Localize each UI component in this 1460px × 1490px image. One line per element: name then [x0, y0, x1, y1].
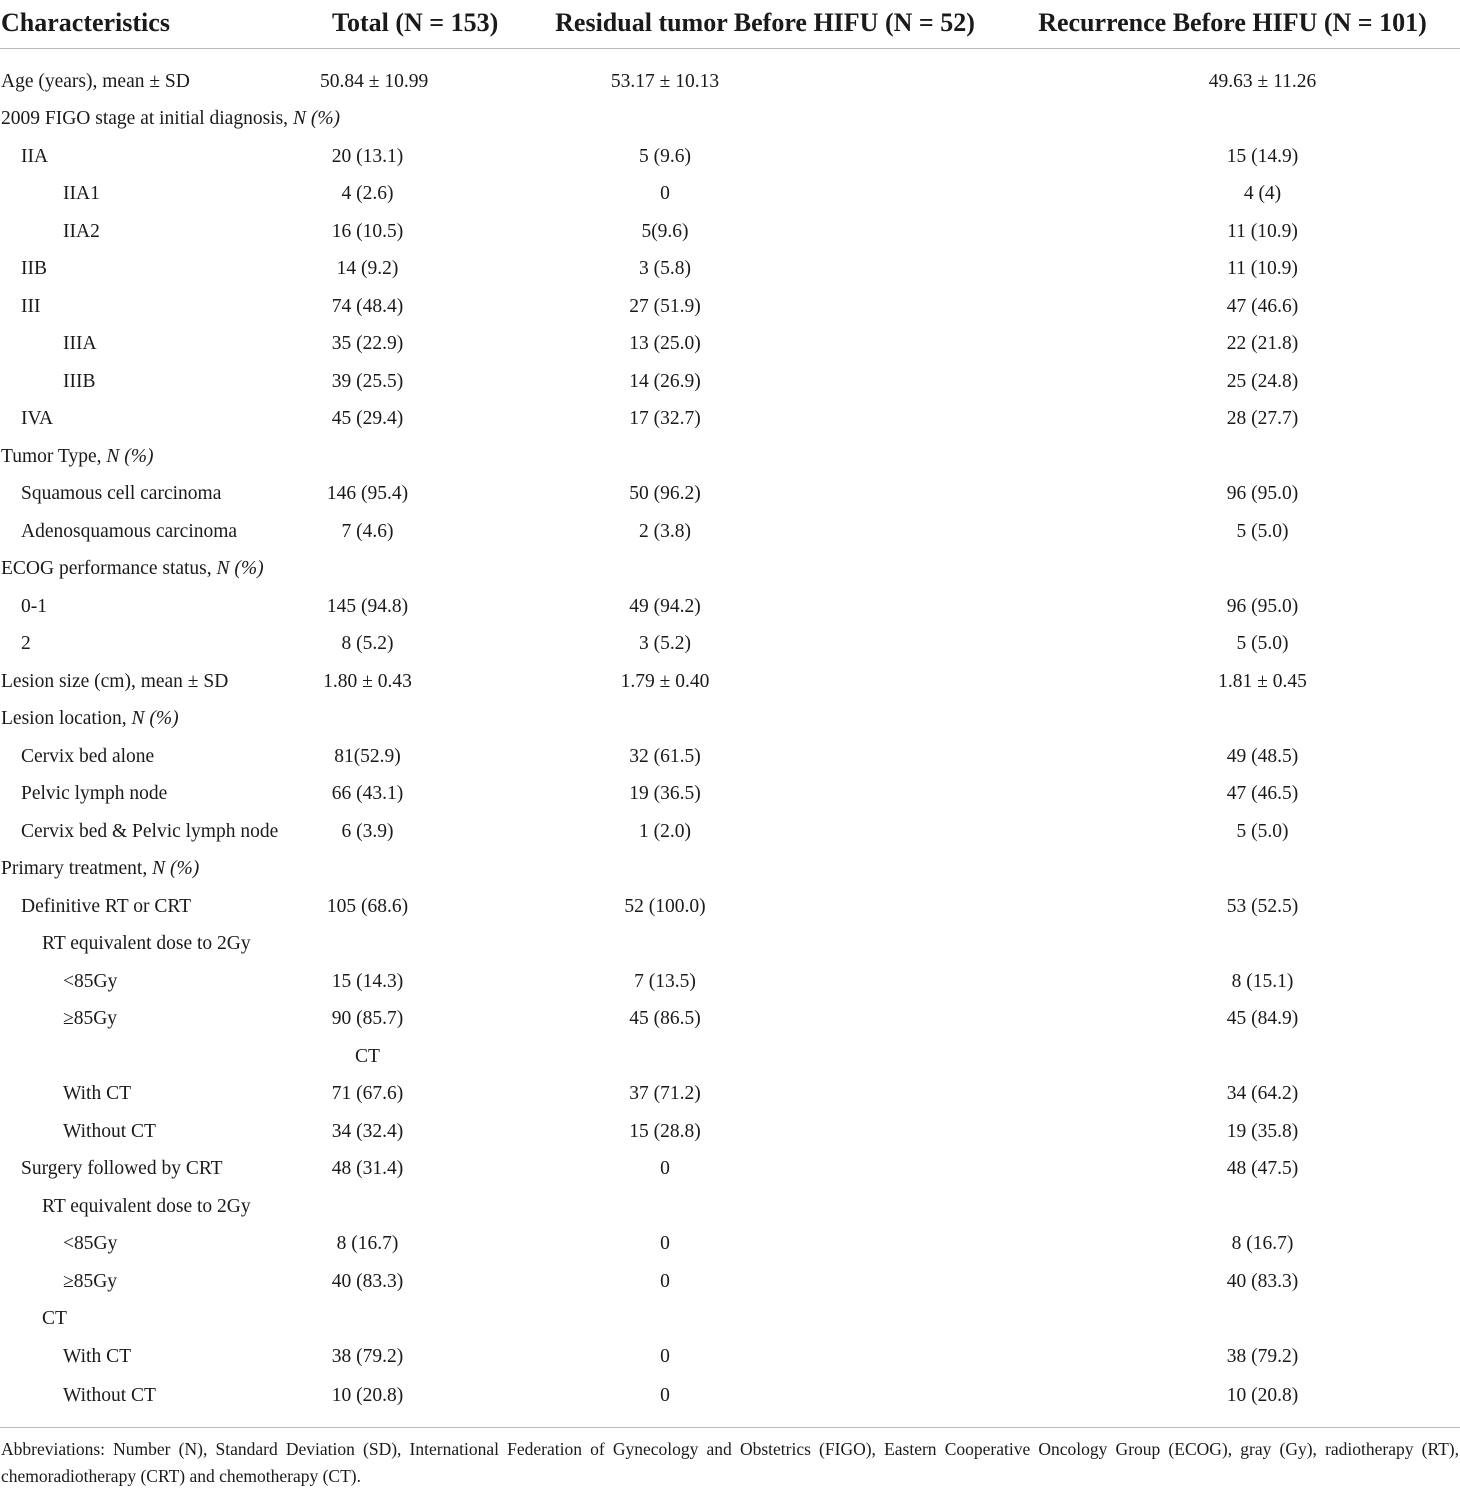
cell-total: 10 (20.8) [331, 1384, 404, 1406]
row-label-text: ≥85Gy [63, 1008, 118, 1030]
row-label-text: IIA2 [63, 220, 100, 242]
row-label [0, 963, 320, 1001]
table-row [0, 1151, 1460, 1189]
cell-residual-tumor: 27 (51.9) [629, 295, 701, 317]
table-row [0, 851, 1460, 889]
table-row [0, 401, 1460, 439]
row-label-text: With CT [63, 1083, 132, 1105]
cell-residual-tumor: 0 [660, 1384, 670, 1406]
row-label-text: ECOG performance status, [1, 558, 217, 580]
row-label [0, 588, 320, 626]
cell-recurrence: 5 (5.0) [1236, 820, 1289, 842]
cell-total [320, 701, 525, 739]
row-label-text: Without CT [63, 1120, 156, 1142]
row-label-text: 2009 FIGO stage at initial diagnosis, [1, 108, 293, 130]
cell-residual-tumor: 2 (3.8) [639, 520, 691, 542]
row-label [0, 1113, 320, 1151]
row-label-text: ≥85Gy [63, 1270, 118, 1292]
header-row [0, 0, 1460, 49]
cell-recurrence [1005, 1038, 1460, 1076]
table-row [0, 1076, 1460, 1114]
cell-total [320, 926, 525, 964]
table-row [0, 438, 1460, 476]
cell-total: 14 (9.2) [336, 258, 399, 280]
cell-residual-tumor [525, 551, 1005, 589]
table-row [0, 476, 1460, 514]
cell-recurrence: 10 (20.8) [1226, 1384, 1299, 1406]
cell-residual-tumor: 32 (61.5) [629, 745, 701, 767]
cell-total [320, 101, 525, 139]
cell-recurrence: 8 (15.1) [1231, 970, 1294, 992]
table-row [0, 288, 1460, 326]
table-row [0, 101, 1460, 139]
cell-recurrence: 45 (84.9) [1226, 1008, 1299, 1030]
table-row [0, 663, 1460, 701]
cell-total: 34 (32.4) [331, 1120, 404, 1142]
cell-residual-tumor: 15 (28.8) [629, 1120, 701, 1142]
table-header [0, 0, 1460, 49]
cell-total: 105 (68.6) [326, 895, 409, 917]
cell-residual-tumor: 1.79 ± 0.40 [620, 670, 710, 692]
row-label [0, 101, 341, 139]
row-label [0, 1376, 320, 1416]
row-label-text: III [21, 295, 41, 317]
table-spacer [0, 49, 1460, 64]
cell-residual-tumor: 13 (25.0) [629, 333, 701, 355]
cell-total: 90 (85.7) [331, 1008, 404, 1030]
cell-total [320, 1301, 525, 1339]
cell-recurrence: 15 (14.9) [1226, 145, 1299, 167]
cell-total: 35 (22.9) [331, 333, 404, 355]
cell-recurrence: 47 (46.5) [1226, 783, 1299, 805]
cell-recurrence [1005, 1301, 1460, 1339]
row-label [0, 476, 320, 514]
cell-residual-tumor [525, 1038, 1005, 1076]
row-label [0, 138, 320, 176]
cell-recurrence: 5 (5.0) [1236, 520, 1289, 542]
cell-recurrence: 38 (79.2) [1226, 1345, 1299, 1367]
cell-recurrence [1005, 701, 1460, 739]
cell-recurrence: 47 (46.6) [1226, 295, 1299, 317]
row-label [0, 1001, 320, 1039]
cell-residual-tumor [525, 926, 1005, 964]
row-label [0, 1338, 320, 1376]
row-label-unit: N (%) [152, 858, 200, 880]
cell-recurrence: 5 (5.0) [1236, 633, 1289, 655]
table-body [0, 49, 1460, 1416]
table-row [0, 926, 1460, 964]
row-label [0, 513, 320, 551]
row-label-text: Cervix bed alone [21, 745, 155, 767]
table-row [0, 363, 1460, 401]
cell-recurrence: 96 (95.0) [1226, 483, 1299, 505]
cell-recurrence: 25 (24.8) [1226, 370, 1299, 392]
cell-recurrence: 49 (48.5) [1226, 745, 1299, 767]
cell-total: 74 (48.4) [331, 295, 404, 317]
row-label [0, 738, 320, 776]
cell-total [320, 551, 525, 589]
cell-total: 6 (3.9) [341, 820, 394, 842]
cell-residual-tumor: 5(9.6) [641, 220, 689, 242]
table-row [0, 963, 1460, 1001]
cell-total: CT [355, 1045, 380, 1067]
cell-total: 45 (29.4) [331, 408, 404, 430]
header-total: Total (N = 153) [320, 0, 525, 49]
cell-total: 146 (95.4) [326, 483, 409, 505]
row-label-text: 2 [21, 633, 31, 655]
cell-residual-tumor [525, 1188, 1005, 1226]
table-row [0, 1263, 1460, 1301]
row-label-unit: N (%) [106, 445, 154, 467]
table-row [0, 888, 1460, 926]
cell-recurrence: 11 (10.9) [1227, 220, 1298, 242]
cell-residual-tumor: 45 (86.5) [629, 1008, 701, 1030]
row-label-unit: N (%) [216, 558, 264, 580]
row-label [0, 926, 320, 964]
cell-recurrence: 1.81 ± 0.45 [1218, 670, 1307, 692]
cell-recurrence: 48 (47.5) [1226, 1158, 1299, 1180]
cell-recurrence [1005, 551, 1460, 589]
cell-total: 8 (16.7) [336, 1233, 399, 1255]
cell-residual-tumor [525, 851, 1005, 889]
cell-total [320, 851, 525, 889]
cell-residual-tumor: 17 (32.7) [629, 408, 701, 430]
row-label [0, 401, 320, 439]
cell-recurrence: 96 (95.0) [1226, 595, 1299, 617]
cell-total: 4 (2.6) [341, 183, 394, 205]
cell-recurrence [1005, 438, 1460, 476]
cell-total [320, 438, 525, 476]
table-row [0, 176, 1460, 214]
cell-residual-tumor: 37 (71.2) [629, 1083, 701, 1105]
table-row [0, 626, 1460, 664]
table-row [0, 738, 1460, 776]
row-label [0, 813, 320, 851]
table-row [0, 813, 1460, 851]
cell-recurrence: 8 (16.7) [1231, 1233, 1294, 1255]
row-label-text: With CT [63, 1345, 132, 1367]
row-label-text: IIA1 [63, 183, 100, 205]
cell-total: 66 (43.1) [331, 783, 404, 805]
cell-residual-tumor: 0 [660, 183, 670, 205]
row-label [0, 176, 320, 214]
table-row [0, 1113, 1460, 1151]
table-row [0, 138, 1460, 176]
cell-residual-tumor: 14 (26.9) [629, 370, 701, 392]
row-label [0, 776, 320, 814]
cell-total: 50.84 ± 10.99 [320, 70, 429, 92]
table-row [0, 1338, 1460, 1376]
table-row [0, 1001, 1460, 1039]
row-label-text: Pelvic lymph node [21, 783, 168, 805]
row-label-text: IIIB [63, 370, 96, 392]
cell-residual-tumor: 3 (5.2) [639, 633, 691, 655]
cell-recurrence [1005, 851, 1460, 889]
row-label [0, 663, 320, 701]
cell-recurrence: 34 (64.2) [1226, 1083, 1299, 1105]
row-label-unit: N (%) [131, 708, 179, 730]
row-label-text: Lesion location, [1, 708, 132, 730]
cell-total: 38 (79.2) [331, 1345, 404, 1367]
cell-total: 81(52.9) [334, 745, 401, 767]
header-characteristics: Characteristics [0, 0, 320, 49]
row-label-text: RT equivalent dose to 2Gy [42, 1195, 251, 1217]
cell-residual-tumor: 7 (13.5) [634, 970, 696, 992]
cell-total: 8 (5.2) [341, 633, 394, 655]
cell-residual-tumor: 0 [660, 1158, 670, 1180]
cell-total: 15 (14.3) [331, 970, 404, 992]
cell-total: 40 (83.3) [331, 1270, 404, 1292]
cell-recurrence: 53 (52.5) [1226, 895, 1299, 917]
cell-residual-tumor: 49 (94.2) [629, 595, 701, 617]
row-label-text: Lesion size (cm), mean ± SD [1, 670, 229, 692]
cell-recurrence: 11 (10.9) [1227, 258, 1298, 280]
row-label [0, 1301, 320, 1339]
cell-residual-tumor: 1 (2.0) [639, 820, 691, 842]
row-label-text: Surgery followed by CRT [21, 1158, 223, 1180]
cell-residual-tumor: 52 (100.0) [624, 895, 706, 917]
row-label-text: IIIA [63, 333, 97, 355]
table-row [0, 1301, 1460, 1339]
cell-residual-tumor: 0 [660, 1345, 670, 1367]
cell-recurrence: 4 (4) [1243, 183, 1282, 205]
row-label [0, 626, 320, 664]
bottom-rule [0, 1427, 1460, 1428]
row-label-text: Primary treatment, [1, 858, 153, 880]
row-label [0, 888, 320, 926]
cell-recurrence: 28 (27.7) [1226, 408, 1299, 430]
cell-total: 16 (10.5) [331, 220, 404, 242]
cell-residual-tumor: 19 (36.5) [629, 783, 701, 805]
row-label-text: Tumor Type, [1, 445, 107, 467]
row-label [0, 851, 320, 889]
cell-residual-tumor: 5 (9.6) [639, 145, 691, 167]
row-label [0, 1038, 320, 1076]
row-label [0, 551, 320, 589]
cell-residual-tumor: 0 [660, 1233, 670, 1255]
row-label [0, 701, 320, 739]
row-label-text: CT [42, 1308, 67, 1330]
row-label [0, 1188, 320, 1226]
table-row [0, 1226, 1460, 1264]
row-label [0, 363, 320, 401]
cell-residual-tumor: 0 [660, 1270, 670, 1292]
row-label [0, 288, 320, 326]
table-row [0, 326, 1460, 364]
row-label-unit: N (%) [292, 108, 341, 130]
table-row [0, 776, 1460, 814]
cell-recurrence [1005, 1188, 1460, 1226]
table-row [0, 513, 1460, 551]
row-label-text: <85Gy [63, 1233, 118, 1255]
table-row [0, 213, 1460, 251]
row-label [0, 213, 320, 251]
row-label-text: Age (years), mean ± SD [1, 70, 190, 92]
row-label-text: Squamous cell carcinoma [21, 483, 222, 505]
cell-total: 71 (67.6) [331, 1083, 404, 1105]
row-label-text: Cervix bed & Pelvic lymph node [21, 820, 279, 842]
row-label-text: IIA [21, 145, 49, 167]
header-residual-tumor: Residual tumor Before HIFU (N = 52) [525, 0, 1005, 49]
cell-total: 7 (4.6) [341, 520, 394, 542]
row-label [0, 326, 320, 364]
row-label [0, 251, 320, 289]
cell-residual-tumor: 50 (96.2) [629, 483, 701, 505]
row-label-text: IVA [21, 408, 54, 430]
cell-total: 39 (25.5) [331, 370, 404, 392]
cell-residual-tumor [525, 1301, 1005, 1339]
cell-recurrence: 19 (35.8) [1226, 1120, 1299, 1142]
table-row [0, 63, 1460, 101]
cell-residual-tumor [525, 101, 1005, 139]
cell-recurrence [1005, 101, 1460, 139]
row-label [0, 438, 320, 476]
table-row [0, 251, 1460, 289]
row-label [0, 1226, 320, 1264]
row-label [0, 63, 320, 101]
row-label-text: RT equivalent dose to 2Gy [42, 933, 251, 955]
table-row [0, 588, 1460, 626]
cell-total: 145 (94.8) [326, 595, 409, 617]
cell-recurrence [1005, 926, 1460, 964]
row-label-text: Adenosquamous carcinoma [21, 520, 238, 542]
footnote: Abbreviations: Number (N), Standard Deviation (SD), International Federation of Gynecology and Obstetrics (FIGO), Eastern Cooperative Oncology Group (ECOG), gray (Gy), radiotherapy (RT), chemoradiotherapy (CRT) and chemotherapy (CT). [1, 1439, 1459, 1486]
cell-total: 1.80 ± 0.43 [323, 670, 412, 692]
table-row [0, 701, 1460, 739]
row-label-text: Without CT [63, 1384, 156, 1406]
table-row [0, 1188, 1460, 1226]
row-label [0, 1263, 320, 1301]
header-recurrence: Recurrence Before HIFU (N = 101) [1005, 0, 1460, 49]
row-label-text: IIB [21, 258, 47, 280]
cell-total [320, 1188, 525, 1226]
cell-recurrence: 49.63 ± 11.26 [1208, 70, 1317, 92]
row-label-text: 0-1 [21, 595, 47, 617]
row-label-text: <85Gy [63, 970, 118, 992]
table-row [0, 1376, 1460, 1416]
cell-total: 20 (13.1) [331, 145, 404, 167]
cell-recurrence: 40 (83.3) [1226, 1270, 1299, 1292]
cell-residual-tumor [525, 438, 1005, 476]
cell-residual-tumor [525, 701, 1005, 739]
row-label [0, 1076, 320, 1114]
cell-recurrence: 22 (21.8) [1226, 333, 1299, 355]
row-label [0, 1151, 320, 1189]
row-label-text: Definitive RT or CRT [21, 895, 192, 917]
cell-residual-tumor: 53.17 ± 10.13 [610, 70, 720, 92]
cell-total: 48 (31.4) [331, 1158, 404, 1180]
cell-residual-tumor: 3 (5.8) [639, 258, 691, 280]
table-row [0, 551, 1460, 589]
table-row [0, 1038, 1460, 1076]
